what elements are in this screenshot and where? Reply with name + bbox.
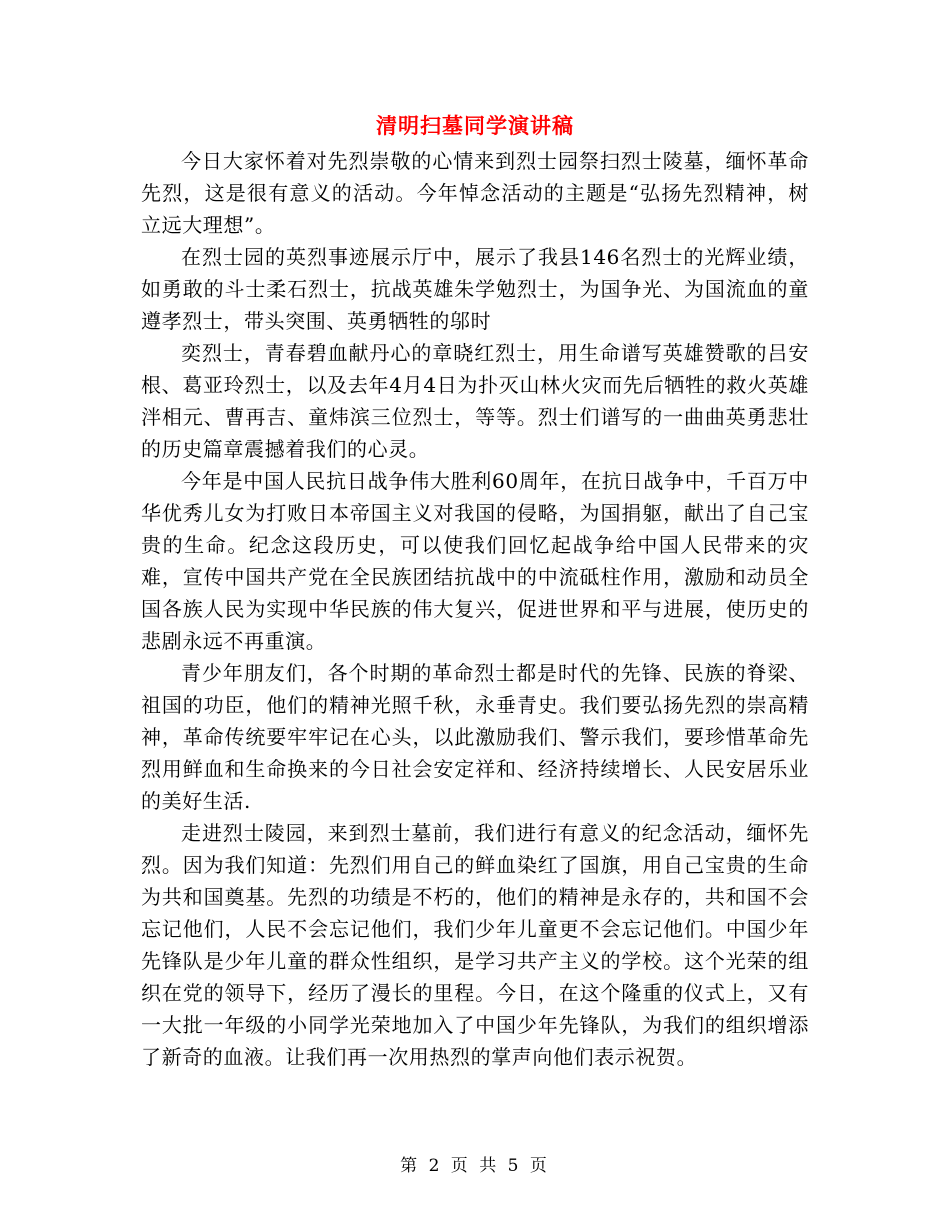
paragraph-6: 走进烈士陵园，来到烈士墓前，我们进行有意义的纪念活动，缅怀先烈。因为我们知道：先烈们用自己的鲜血染红了国旗，用自己宝贵的生命为共和国奠基。先烈的功绩是不朽的，他们的精神是永存的，共和国不会忘记他们，人民不会忘记他们，我们少年儿童更不会忘记他们。中国少年先锋队是少年儿童的群众性组织，是学习共产主义的学校。这个光荣的组织在党的领导下，经历了漫长的里程。今日，在这个隆重的仪式上，又有一大批一年级的小同学光荣地加入了中国少年先锋队，为我们的组织增添了新奇的血液。让我们再一次用热烈的掌声向他们表示祝贺。 xyxy=(141,821,809,1069)
paragraph-4: 今年是中国人民抗日战争伟大胜利60周年，在抗日战争中，千百万中华优秀儿女为打败日本帝国主义对我国的侵略，为国捐躯，献出了自己宝贵的生命。纪念这段历史，可以使我们回忆起战争给中国人民带来的灾难，宣传中国共产党在全民族团结抗战中的中流砥柱作用，激励和动员全国各族人民为实现中华民族的伟大复兴，促进世界和平与进展，使历史的悲剧永远不再重演。 xyxy=(141,469,809,653)
paragraph-1: 今日大家怀着对先烈崇敬的心情来到烈士园祭扫烈士陵墓，缅怀革命先烈，这是很有意义的活动。今年悼念活动的主题是“弘扬先烈精神，树立远大理想”。 xyxy=(141,149,809,237)
paragraph-5: 青少年朋友们，各个时期的革命烈士都是时代的先锋、民族的脊梁、祖国的功臣，他们的精神光照千秋，永垂青史。我们要弘扬先烈的崇高精神，革命传统要牢牢记在心头，以此激励我们、警示我们，要珍惜革命先烈用鲜血和生命换来的今日社会安定祥和、经济持续增长、人民安居乐业的美好生活. xyxy=(141,661,809,813)
document-title: 清明扫墓同学演讲稿 xyxy=(376,113,574,138)
document-body xyxy=(141,145,809,1073)
paragraph-3: 奕烈士，青春碧血献丹心的章晓红烈士，用生命谱写英雄赞歌的吕安根、葛亚玲烈士，以及去年4月4日为扑灭山林火灾而先后牺牲的救火英雄泮相元、曹再吉、童炜滨三位烈士，等等。烈士们谱写的一曲曲英勇悲壮的历史篇章震撼着我们的心灵。 xyxy=(141,341,809,461)
page-number-footer: 第 2 页 共 5 页 xyxy=(400,1156,550,1176)
paragraph-2: 在烈士园的英烈事迹展示厅中，展示了我县146名烈士的光辉业绩，如勇敢的斗士柔石烈士，抗战英雄朱学勉烈士，为国争光、为国流血的童遵孝烈士，带头突围、英勇牺牲的邬时 xyxy=(141,245,809,333)
